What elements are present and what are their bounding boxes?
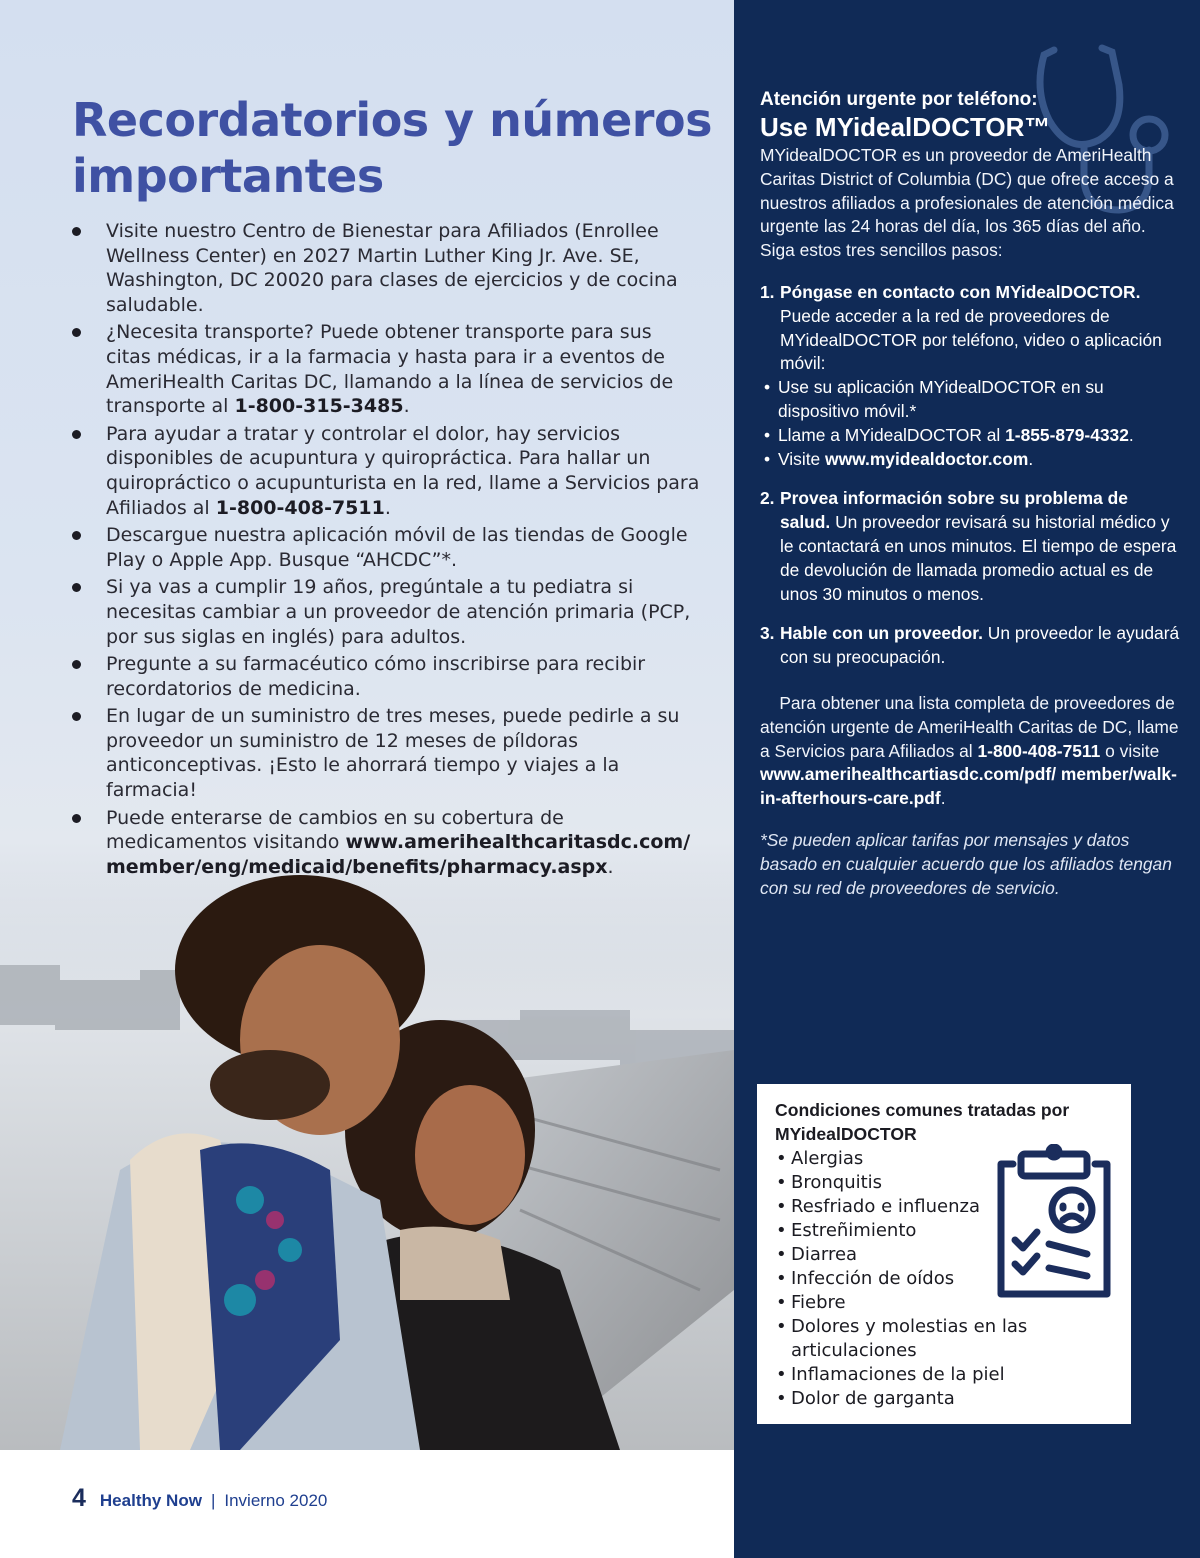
item-text: Pregunte a su farmacéutico cómo inscribirse para recibir recordatorios de medicina. — [106, 653, 646, 700]
list-item — [72, 652, 700, 701]
option-text: Llame a MYidealDOCTOR al — [778, 424, 1006, 445]
walk-in-care-link[interactable]: www.amerihealthcartiasdc.com/pdf/ member/walk-in-afterhours-care.pdf — [760, 764, 1177, 809]
item-text: Para ayudar a tratar y controlar el dolor, hay servicios disponibles de acupuntura y quiropráctica. Para hallar un quiropráctico o acupunturista en la red, llame a Servicios para Afiliados al — [106, 422, 700, 519]
step-1 — [760, 281, 1180, 471]
list-item — [72, 523, 700, 572]
list-item — [72, 575, 700, 649]
step-number: 2. — [760, 488, 775, 509]
step-text: Un proveedor le ayudará con su preocupación. — [780, 623, 1180, 668]
option-punct: . — [1028, 448, 1034, 469]
urgent-care-kicker: Atención urgente por teléfono: — [760, 89, 1038, 110]
condition-item: • Diarrea — [775, 1243, 1035, 1267]
conditions-title: Condiciones comunes tratadas por MYidealDOCTOR — [775, 1100, 1070, 1144]
clipboard-icon — [991, 1144, 1117, 1302]
option-punct: . — [1128, 424, 1134, 445]
condition-item: • Bronquitis — [775, 1171, 1035, 1195]
magazine-name: Healthy Now — [99, 1491, 202, 1510]
paragraph-text: Para obtener una lista completa de proveedores de atención urgente de AmeriHealth Caritas de DC, llame a Servicios para Afiliados al — [760, 692, 1179, 761]
step-number: 1. — [760, 281, 775, 302]
list-item — [72, 219, 700, 317]
steps-list — [760, 281, 1180, 670]
phone-number[interactable]: 1-855-879-4332 — [1005, 424, 1129, 445]
list-item — [72, 320, 700, 418]
urgent-care-content — [760, 88, 1180, 900]
condition-item: • Inflamaciones de la piel — [775, 1363, 1035, 1387]
reminders-list — [72, 219, 700, 882]
condition-item: • Alergias — [775, 1147, 1035, 1171]
condition-item: • Dolor de garganta — [775, 1387, 1035, 1411]
condition-item: • Fiebre — [775, 1291, 1035, 1315]
step-text: Un proveedor revisará su historial médico y le contactará en unos minutos. El tiempo de espera de devolución de llamada promedio actual es de unos 30 minutos o menos. — [780, 512, 1177, 604]
issue-date: Invierno 2020 — [224, 1491, 328, 1510]
bold-text[interactable]: 1-800-408-7511 — [215, 496, 385, 519]
item-text: ¿Necesita transporte? Puede obtener transporte para sus citas médicas, ir a la farmacia y hasta para ir a eventos de AmeriHealth Caritas DC, llamando a la línea de servicios de transporte al — [106, 321, 674, 418]
page-title: Recordatorios y números importantes — [72, 93, 712, 203]
provider-list-paragraph — [760, 692, 1180, 811]
item-text: Descargue nuestra aplicación móvil de las tiendas de Google Play o Apple App. Busque “AHCDC”*. — [106, 524, 688, 571]
item-text: En lugar de un suministro de tres meses, puede pedirle a su proveedor un suministro de 12 meses de píldoras anticonceptivas. ¡Esto le ahorrará tiempo y viajes a la farmacia! — [106, 705, 680, 802]
contact-option-app — [762, 376, 1180, 424]
step-title: Hable con un proveedor. — [780, 623, 983, 644]
photo-illustration — [0, 870, 734, 1450]
condition-item: • Resfriado e influenza — [775, 1195, 1035, 1219]
option-text: Use su aplicación MYidealDOCTOR en su dispositivo móvil.* — [778, 377, 1104, 421]
page-footer — [72, 1484, 327, 1513]
footer-separator: | — [210, 1491, 216, 1510]
list-item — [72, 704, 700, 802]
item-text: . — [607, 855, 614, 878]
member-services-phone[interactable]: 1-800-408-7511 — [977, 740, 1101, 761]
urgent-care-heading: Use MYidealDOCTOR™ — [760, 112, 1051, 142]
urgent-care-intro: MYidealDOCTOR es un proveedor de AmeriHealth Caritas District of Columbia (DC) que ofrece acceso a nuestros afiliados a profesionales de atención médica urgente las 24 horas del día, los 365 días del año. Siga estos tres sencillos pasos: — [760, 145, 1174, 261]
bold-text[interactable]: www.amerihealthcaritasdc.com/ member/eng/medicaid/benefits/pharmacy.aspx — [106, 831, 691, 878]
option-text: Visite — [778, 448, 826, 469]
photo-couple-laughing — [0, 870, 734, 1450]
list-item — [72, 806, 700, 880]
condition-item: • Estreñimiento — [775, 1219, 1035, 1243]
item-text: Puede enterarse de cambios en su cobertura de medicamentos visitando — [106, 806, 564, 854]
condition-item: • Dolores y molestias en las articulaciones — [775, 1315, 1035, 1363]
step-number: 3. — [760, 623, 775, 644]
list-item — [72, 422, 700, 520]
contact-option-phone — [762, 424, 1180, 448]
paragraph-punct: . — [940, 788, 946, 809]
condition-item: • Infección de oídos — [775, 1267, 1035, 1291]
step-3 — [760, 622, 1180, 670]
conditions-box — [757, 1084, 1131, 1424]
item-text: . — [384, 496, 391, 519]
step-2 — [760, 487, 1180, 606]
page-number: 4 — [72, 1484, 86, 1512]
step-title: Póngase en contacto con MYidealDOCTOR. — [780, 281, 1141, 302]
item-text: Visite nuestro Centro de Bienestar para Afiliados (Enrollee Wellness Center) en 2027 Martin Luther King Jr. Ave. SE, Washington, DC 20020 para clases de ejercicios y de cocina saludable. — [106, 220, 678, 316]
item-text: Si ya vas a cumplir 19 años, pregúntale a tu pediatra si necesitas cambiar a un proveedor de atención primaria (PCP, por sus siglas en inglés) para adultos. — [106, 576, 691, 648]
fees-footnote: *Se pueden aplicar tarifas por mensajes y datos basado en cualquier acuerdo que los afiliados tengan con su red de proveedores de servicio. — [760, 829, 1172, 898]
paragraph-text: o visite — [1100, 740, 1160, 761]
step-text: Puede acceder a la red de proveedores de MYidealDOCTOR por teléfono, video o aplicación móvil: — [780, 305, 1162, 374]
website-link[interactable]: www.myidealdoctor.com — [825, 448, 1029, 469]
bold-text[interactable]: 1-800-315-3485 — [234, 395, 404, 418]
contact-option-web — [762, 448, 1180, 472]
item-text: . — [403, 395, 410, 418]
contact-options — [762, 376, 1180, 471]
step-title: Provea información sobre su problema de salud. — [780, 488, 1128, 533]
